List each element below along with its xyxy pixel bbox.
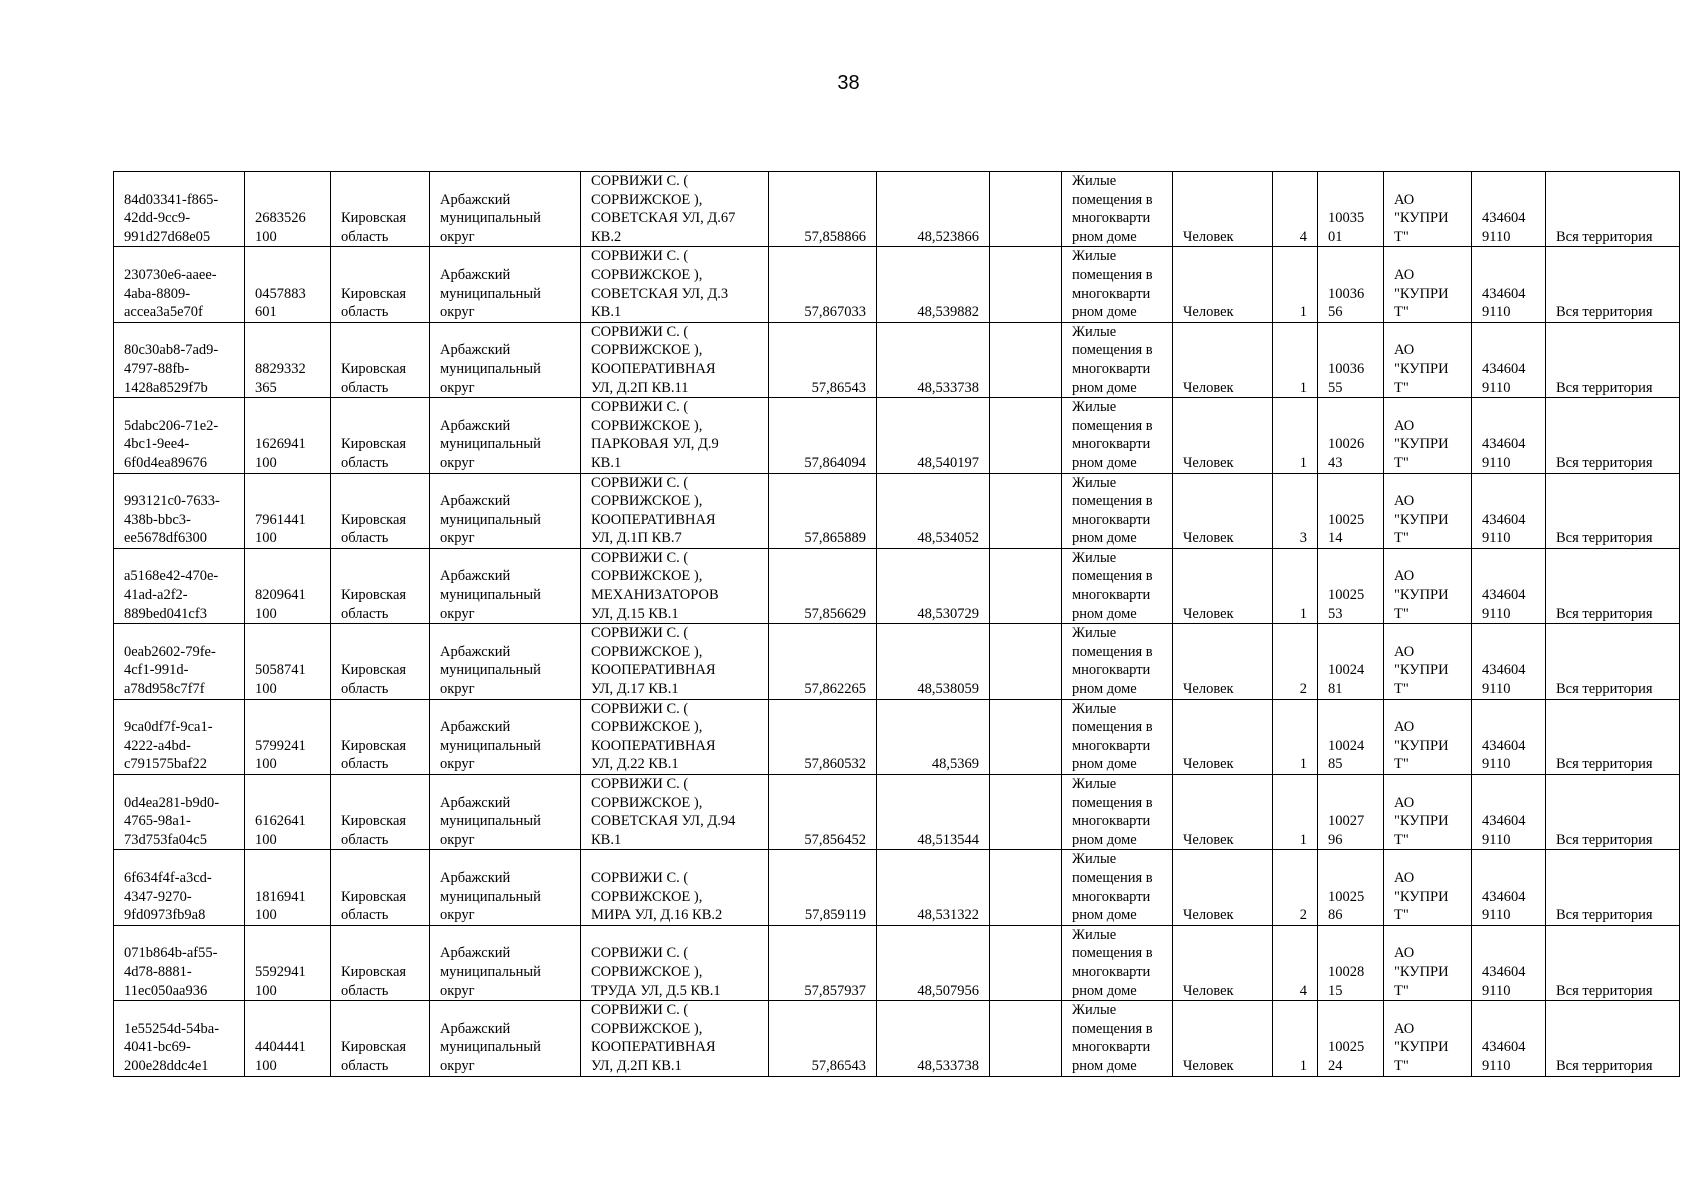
object-type-cell: Жилые помещения в многокварти рном доме [1062,398,1173,473]
empty-cell [990,322,1062,397]
code-cell: 1626941 100 [245,398,331,473]
record-id-cell: 0eab2602-79fe- 4cf1-991d- a78d958c7f7f [114,624,245,699]
district-cell: Арбажский муниципальный округ [430,925,581,1000]
empty-cell [990,925,1062,1000]
object-type-cell: Жилые помещения в многокварти рном доме [1062,925,1173,1000]
record-id-cell: 1e55254d-54ba- 4041-bc69- 200e28ddc4e1 [114,1001,245,1076]
quantity-cell: 1 [1273,1001,1318,1076]
organization-cell: АО "КУПРИ Т" [1384,699,1472,774]
region-cell: Кировская область [331,473,430,548]
region-cell: Кировская область [331,775,430,850]
quantity-cell: 4 [1273,172,1318,247]
address-cell: СОРВИЖИ С. ( СОРВИЖСКОЕ ), СОВЕТСКАЯ УЛ, Д.94 КВ.1 [581,775,769,850]
quantity-cell: 1 [1273,699,1318,774]
territory-cell: Вся территория [1546,624,1680,699]
inn-cell: 434604 9110 [1472,775,1546,850]
quantity-cell: 1 [1273,775,1318,850]
unit-cell: Человек [1173,1001,1273,1076]
table-row [114,172,1680,247]
organization-cell: АО "КУПРИ Т" [1384,925,1472,1000]
inn-cell: 434604 9110 [1472,850,1546,925]
region-cell: Кировская область [331,172,430,247]
territory-cell: Вся территория [1546,699,1680,774]
organization-cell: АО "КУПРИ Т" [1384,624,1472,699]
record-id-cell: 993121c0-7633- 438b-bbc3- ee5678df6300 [114,473,245,548]
longitude-cell: 48,523866 [877,172,990,247]
code-cell: 5058741 100 [245,624,331,699]
inn-cell: 434604 9110 [1472,322,1546,397]
empty-cell [990,247,1062,322]
object-type-cell: Жилые помещения в многокварти рном доме [1062,1001,1173,1076]
inn-cell: 434604 9110 [1472,548,1546,623]
quantity-cell: 2 [1273,850,1318,925]
district-cell: Арбажский муниципальный округ [430,247,581,322]
registration-number-cell: 10036 56 [1318,247,1384,322]
record-id-cell: 071b864b-af55- 4d78-8881- 11ec050aa936 [114,925,245,1000]
unit-cell: Человек [1173,624,1273,699]
latitude-cell: 57,86543 [769,1001,877,1076]
territory-cell: Вся территория [1546,548,1680,623]
empty-cell [990,699,1062,774]
table-row [114,925,1680,1000]
code-cell: 8829332 365 [245,322,331,397]
longitude-cell: 48,533738 [877,322,990,397]
quantity-cell: 2 [1273,624,1318,699]
territory-cell: Вся территория [1546,172,1680,247]
district-cell: Арбажский муниципальный округ [430,172,581,247]
quantity-cell: 1 [1273,398,1318,473]
code-cell: 0457883 601 [245,247,331,322]
registration-number-cell: 10035 01 [1318,172,1384,247]
district-cell: Арбажский муниципальный округ [430,1001,581,1076]
registration-number-cell: 10025 53 [1318,548,1384,623]
registration-number-cell: 10026 43 [1318,398,1384,473]
record-id-cell: 80c30ab8-7ad9- 4797-88fb- 1428a8529f7b [114,322,245,397]
object-type-cell: Жилые помещения в многокварти рном доме [1062,172,1173,247]
region-cell: Кировская область [331,398,430,473]
code-cell: 6162641 100 [245,775,331,850]
object-type-cell: Жилые помещения в многокварти рном доме [1062,699,1173,774]
latitude-cell: 57,862265 [769,624,877,699]
latitude-cell: 57,860532 [769,699,877,774]
longitude-cell: 48,531322 [877,850,990,925]
page-number: 38 [837,72,860,94]
table-row [114,398,1680,473]
longitude-cell: 48,513544 [877,775,990,850]
empty-cell [990,850,1062,925]
unit-cell: Человек [1173,172,1273,247]
unit-cell: Человек [1173,322,1273,397]
address-cell: СОРВИЖИ С. ( СОРВИЖСКОЕ ), СОВЕТСКАЯ УЛ, Д.67 КВ.2 [581,172,769,247]
latitude-cell: 57,857937 [769,925,877,1000]
code-cell: 7961441 100 [245,473,331,548]
object-type-cell: Жилые помещения в многокварти рном доме [1062,548,1173,623]
unit-cell: Человек [1173,398,1273,473]
table-row [114,548,1680,623]
region-cell: Кировская область [331,925,430,1000]
organization-cell: АО "КУПРИ Т" [1384,1001,1472,1076]
organization-cell: АО "КУПРИ Т" [1384,548,1472,623]
address-cell: СОРВИЖИ С. ( СОРВИЖСКОЕ ), МЕХАНИЗАТОРОВ УЛ, Д.15 КВ.1 [581,548,769,623]
district-cell: Арбажский муниципальный округ [430,624,581,699]
territory-cell: Вся территория [1546,322,1680,397]
quantity-cell: 4 [1273,925,1318,1000]
empty-cell [990,548,1062,623]
address-cell: СОРВИЖИ С. ( СОРВИЖСКОЕ ), ПАРКОВАЯ УЛ, Д.9 КВ.1 [581,398,769,473]
registration-number-cell: 10027 96 [1318,775,1384,850]
longitude-cell: 48,507956 [877,925,990,1000]
unit-cell: Человек [1173,850,1273,925]
empty-cell [990,1001,1062,1076]
district-cell: Арбажский муниципальный округ [430,473,581,548]
unit-cell: Человек [1173,699,1273,774]
district-cell: Арбажский муниципальный округ [430,548,581,623]
region-cell: Кировская область [331,850,430,925]
quantity-cell: 1 [1273,548,1318,623]
object-type-cell: Жилые помещения в многокварти рном доме [1062,473,1173,548]
table-row [114,624,1680,699]
district-cell: Арбажский муниципальный округ [430,398,581,473]
territory-cell: Вся территория [1546,775,1680,850]
organization-cell: АО "КУПРИ Т" [1384,850,1472,925]
object-type-cell: Жилые помещения в многокварти рном доме [1062,247,1173,322]
table-row [114,473,1680,548]
organization-cell: АО "КУПРИ Т" [1384,322,1472,397]
object-type-cell: Жилые помещения в многокварти рном доме [1062,322,1173,397]
region-cell: Кировская область [331,247,430,322]
table-row [114,322,1680,397]
unit-cell: Человек [1173,925,1273,1000]
inn-cell: 434604 9110 [1472,925,1546,1000]
organization-cell: АО "КУПРИ Т" [1384,172,1472,247]
table-row [114,1001,1680,1076]
unit-cell: Человек [1173,473,1273,548]
territory-cell: Вся территория [1546,1001,1680,1076]
district-cell: Арбажский муниципальный округ [430,699,581,774]
table-row [114,850,1680,925]
district-cell: Арбажский муниципальный округ [430,322,581,397]
organization-cell: АО "КУПРИ Т" [1384,247,1472,322]
quantity-cell: 3 [1273,473,1318,548]
object-type-cell: Жилые помещения в многокварти рном доме [1062,775,1173,850]
address-cell: СОРВИЖИ С. ( СОРВИЖСКОЕ ), КООПЕРАТИВНАЯ УЛ, Д.2П КВ.1 [581,1001,769,1076]
code-cell: 5799241 100 [245,699,331,774]
latitude-cell: 57,864094 [769,398,877,473]
record-id-cell: a5168e42-470e- 41ad-a2f2- 889bed041cf3 [114,548,245,623]
empty-cell [990,775,1062,850]
code-cell: 1816941 100 [245,850,331,925]
registration-number-cell: 10025 86 [1318,850,1384,925]
unit-cell: Человек [1173,247,1273,322]
district-cell: Арбажский муниципальный округ [430,850,581,925]
code-cell: 2683526 100 [245,172,331,247]
longitude-cell: 48,540197 [877,398,990,473]
region-cell: Кировская область [331,624,430,699]
code-cell: 5592941 100 [245,925,331,1000]
inn-cell: 434604 9110 [1472,398,1546,473]
address-cell: СОРВИЖИ С. ( СОРВИЖСКОЕ ), КООПЕРАТИВНАЯ УЛ, Д.22 КВ.1 [581,699,769,774]
object-type-cell: Жилые помещения в многокварти рном доме [1062,850,1173,925]
territory-cell: Вся территория [1546,925,1680,1000]
latitude-cell: 57,859119 [769,850,877,925]
registry-table [113,171,1680,1077]
region-cell: Кировская область [331,322,430,397]
record-id-cell: 5dabc206-71e2- 4bc1-9ee4- 6f0d4ea89676 [114,398,245,473]
record-id-cell: 0d4ea281-b9d0- 4765-98a1- 73d753fa04c5 [114,775,245,850]
registration-number-cell: 10028 15 [1318,925,1384,1000]
territory-cell: Вся территория [1546,473,1680,548]
unit-cell: Человек [1173,548,1273,623]
empty-cell [990,172,1062,247]
empty-cell [990,624,1062,699]
longitude-cell: 48,533738 [877,1001,990,1076]
record-id-cell: 230730e6-aaee- 4aba-8809- accea3a5e70f [114,247,245,322]
organization-cell: АО "КУПРИ Т" [1384,398,1472,473]
registration-number-cell: 10036 55 [1318,322,1384,397]
address-cell: СОРВИЖИ С. ( СОРВИЖСКОЕ ), СОВЕТСКАЯ УЛ, Д.3 КВ.1 [581,247,769,322]
latitude-cell: 57,856629 [769,548,877,623]
empty-cell [990,398,1062,473]
region-cell: Кировская область [331,548,430,623]
code-cell: 4404441 100 [245,1001,331,1076]
latitude-cell: 57,858866 [769,172,877,247]
address-cell: СОРВИЖИ С. ( СОРВИЖСКОЕ ), КООПЕРАТИВНАЯ УЛ, Д.17 КВ.1 [581,624,769,699]
latitude-cell: 57,856452 [769,775,877,850]
registry-table-body [114,172,1680,1077]
territory-cell: Вся территория [1546,850,1680,925]
region-cell: Кировская область [331,699,430,774]
longitude-cell: 48,539882 [877,247,990,322]
district-cell: Арбажский муниципальный округ [430,775,581,850]
address-cell: СОРВИЖИ С. ( СОРВИЖСКОЕ ), КООПЕРАТИВНАЯ УЛ, Д.2П КВ.11 [581,322,769,397]
record-id-cell: 9ca0df7f-9ca1- 4222-a4bd- c791575baf22 [114,699,245,774]
organization-cell: АО "КУПРИ Т" [1384,775,1472,850]
territory-cell: Вся территория [1546,247,1680,322]
inn-cell: 434604 9110 [1472,1001,1546,1076]
longitude-cell: 48,530729 [877,548,990,623]
inn-cell: 434604 9110 [1472,624,1546,699]
inn-cell: 434604 9110 [1472,699,1546,774]
organization-cell: АО "КУПРИ Т" [1384,473,1472,548]
inn-cell: 434604 9110 [1472,172,1546,247]
table-row [114,775,1680,850]
quantity-cell: 1 [1273,322,1318,397]
record-id-cell: 84d03341-f865- 42dd-9cc9- 991d27d68e05 [114,172,245,247]
address-cell: СОРВИЖИ С. ( СОРВИЖСКОЕ ), МИРА УЛ, Д.16 КВ.2 [581,850,769,925]
unit-cell: Человек [1173,775,1273,850]
address-cell: СОРВИЖИ С. ( СОРВИЖСКОЕ ), ТРУДА УЛ, Д.5 КВ.1 [581,925,769,1000]
table-row [114,247,1680,322]
record-id-cell: 6f634f4f-a3cd- 4347-9270- 9fd0973fb9a8 [114,850,245,925]
code-cell: 8209641 100 [245,548,331,623]
object-type-cell: Жилые помещения в многокварти рном доме [1062,624,1173,699]
territory-cell: Вся территория [1546,398,1680,473]
registration-number-cell: 10024 81 [1318,624,1384,699]
longitude-cell: 48,534052 [877,473,990,548]
address-cell: СОРВИЖИ С. ( СОРВИЖСКОЕ ), КООПЕРАТИВНАЯ УЛ, Д.1П КВ.7 [581,473,769,548]
registration-number-cell: 10024 85 [1318,699,1384,774]
longitude-cell: 48,538059 [877,624,990,699]
inn-cell: 434604 9110 [1472,247,1546,322]
quantity-cell: 1 [1273,247,1318,322]
inn-cell: 434604 9110 [1472,473,1546,548]
region-cell: Кировская область [331,1001,430,1076]
registration-number-cell: 10025 14 [1318,473,1384,548]
latitude-cell: 57,867033 [769,247,877,322]
latitude-cell: 57,86543 [769,322,877,397]
registration-number-cell: 10025 24 [1318,1001,1384,1076]
latitude-cell: 57,865889 [769,473,877,548]
empty-cell [990,473,1062,548]
longitude-cell: 48,5369 [877,699,990,774]
table-row [114,699,1680,774]
